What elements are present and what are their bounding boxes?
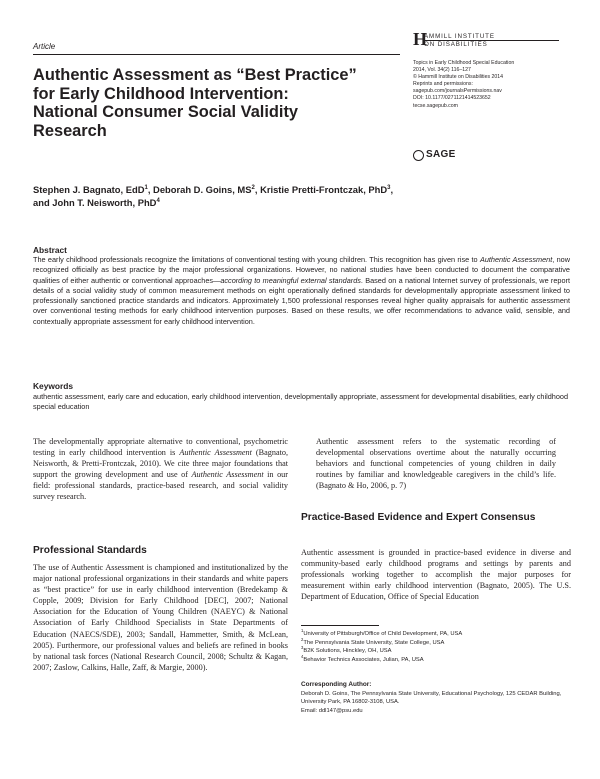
author-affiliation-mark: 3 <box>387 184 391 191</box>
journal-info-link[interactable]: tecse.sagepub.com <box>413 102 458 109</box>
intro-emphasis: Authentic Assessment <box>179 448 252 458</box>
footnote-number: 4 <box>301 653 304 659</box>
title-line: Authentic Assessment as “Best Practice” <box>33 66 357 84</box>
journal-info-doi[interactable]: DOI: 10.1177/0271121414523652 <box>413 95 491 102</box>
affiliation-text: The Pennsylvania State University, State College, USA <box>303 639 445 646</box>
abstract-text <box>33 255 570 327</box>
abstract-emphasis: Authentic Assessment <box>479 255 553 264</box>
affiliation-item <box>301 630 571 639</box>
title-line: National Consumer Social Validity <box>33 103 299 122</box>
author-name: Kristie Pretti-Frontczak, PhD <box>260 184 388 195</box>
affiliation-text: B2K Solutions, Hinckley, OH, USA <box>303 648 392 655</box>
abstract-part: The early childhood professionals recognize the limitations of conventional testing with young children. This recognition has given rise to <box>33 255 480 264</box>
publisher-logo <box>413 30 573 54</box>
corresponding-author-email[interactable]: Email: ddl147@psu.edu <box>301 707 363 714</box>
corresponding-author-address: Deborah D. Goins, The Pennsylvania State University, Educational Psychology, 125 CEDAR Building, University Park, PA 16802-3108, USA. <box>301 691 562 706</box>
author-affiliation-mark: 2 <box>251 184 255 191</box>
journal-info-line: Reprints and permissions: <box>413 81 473 88</box>
journal-info-line: 2014, Vol. 34(2) 116–127 <box>413 67 471 74</box>
intro-emphasis: Authentic Assessment <box>191 470 264 480</box>
author-name: Stephen J. Bagnato, EdD <box>33 184 145 195</box>
author-separator: , <box>254 184 261 195</box>
affiliation-footnotes <box>301 630 571 664</box>
corresponding-author-details <box>301 690 571 715</box>
author-separator: , <box>390 184 394 195</box>
intro-part: in our field: professional standards, practice-based research, and social validity survey research. <box>33 470 288 502</box>
intro-paragraph <box>33 436 288 503</box>
footnote-number: 1 <box>301 628 304 634</box>
keywords-heading: Keywords <box>33 381 74 391</box>
footnote-rule <box>301 625 379 626</box>
affiliation-item <box>301 653 571 665</box>
author-name: Deborah D. Goins, MS <box>153 184 252 195</box>
journal-info <box>413 60 588 110</box>
section-heading-professional-standards: Professional Standards <box>33 545 147 556</box>
abstract-emphasis: according to meaningful external standards <box>220 275 361 285</box>
intro-part: The developmentally appropriate alternative to conventional, psychometric testing in early childhood intervention is <box>33 437 288 458</box>
intro-part: (Bagnato, Neisworth, & Pretti-Frontczak, 2010). We cite three major foundations that support the growing development and use of <box>33 448 288 480</box>
paper-title <box>33 66 403 140</box>
affiliation-text: Behavior Technics Associates, Julian, PA, USA <box>303 656 424 663</box>
professional-standards-paragraph: The use of Authentic Assessment is championed and institutionalized by the major national professional organizations in their standards and white papers as “best practice” for use in early childhood intervention (Bredekamp & Copple, 2009; Division for Early Childhood [DEC], 2007; National Association for the Education of Young Children (NAEYC) & National Association of Early Childhood Specialists in State Departments of Education (NAECS/SDE), 2003; Sandall, Hammetter, Smith, & McLean, 2005). Furthermore, our professional values and beliefs are refined in books by national task forces (National Research Council, 2008; Schultz & Kagan, 2007; Zaslow, Calkins, Halle, Zaff, & Margie, 2000). <box>33 563 288 672</box>
author-separator: , <box>147 184 154 195</box>
title-line: for Early Childhood Intervention: <box>33 84 289 103</box>
affiliation-item <box>301 636 571 651</box>
journal-info-line: Topics in Early Childhood Special Education <box>413 60 515 66</box>
logo-letter: H <box>413 29 428 49</box>
logo-line-1: AMMILL INSTITUTE <box>424 33 495 40</box>
section-heading-practice-based-evidence: Practice-Based Evidence and Expert Consensus <box>301 512 536 523</box>
abstract-part: , now recognized officially as best practice by the major professional organizations. However, no national studies have been conducted to document the comparative qualities of either authentic or conventional approaches— <box>33 255 571 285</box>
title-line: Research <box>33 121 107 140</box>
footnote-number: 2 <box>301 636 304 642</box>
abstract-part: . Based on a national Internet survey of professionals, we report details of a social validity study of common measurement methods on eight operationally defined standards for developmentally appropriate assessment linked to professionally sanctioned practice standards and indicators. Approximately 1,500 professional responses reveal higher quality appraisals for authentic assessment over conventional testing methods for early childhood intervention purposes. Based on these results, we offer recommendations to advance valid, sensible, and contextually appropriate assessment for early childhood intervention. <box>33 275 570 326</box>
journal-info-line: © Hammill Institute on Disabilities 2014 <box>413 74 504 81</box>
author-line <box>33 183 573 196</box>
article-type-label: Article <box>33 42 56 51</box>
author-list <box>33 183 573 209</box>
footnote-number: 3 <box>301 645 304 651</box>
journal-info-link[interactable]: sagepub.com/journalsPermissions.nav <box>413 88 502 95</box>
author-affiliation-mark: 1 <box>144 184 148 191</box>
keywords-text: authentic assessment, early care and education, early childhood intervention, developmentally appropriate, assessment for developmental disabilities, early childhood special education <box>33 392 569 412</box>
sage-circle-icon <box>413 150 424 161</box>
affiliation-item <box>301 647 571 656</box>
abstract-heading: Abstract <box>33 245 67 255</box>
corresponding-author-heading: Corresponding Author: <box>301 681 372 688</box>
sage-wordmark: SAGE <box>426 149 456 160</box>
logo-line-2: ON DISABILITIES <box>424 41 488 48</box>
header-rule <box>33 54 400 55</box>
author-affiliation-mark: 4 <box>156 197 160 204</box>
affiliation-text: University of Pittsburgh/Office of Child Development, PA, USA <box>303 631 463 637</box>
author-name: and John T. Neisworth, PhD <box>33 197 157 208</box>
definition-quote: Authentic assessment refers to the systematic recording of developmental observations overtime about the naturally occurring behaviors and functional competencies of young children in daily routines by familiar and knowledgeable caregivers in the child’s life. (Bagnato & Ho, 2006, p. 7) <box>316 437 556 491</box>
practice-based-evidence-paragraph: Authentic assessment is grounded in practice-based evidence in diverse and community-based early childhood programs and settings by parents and professionals working together to accomplish the major purposes for measurement within early childhood intervention (Bagnato, 2005). The U.S. Department of Education, Office of Special Education <box>301 548 571 602</box>
author-line <box>33 196 573 209</box>
